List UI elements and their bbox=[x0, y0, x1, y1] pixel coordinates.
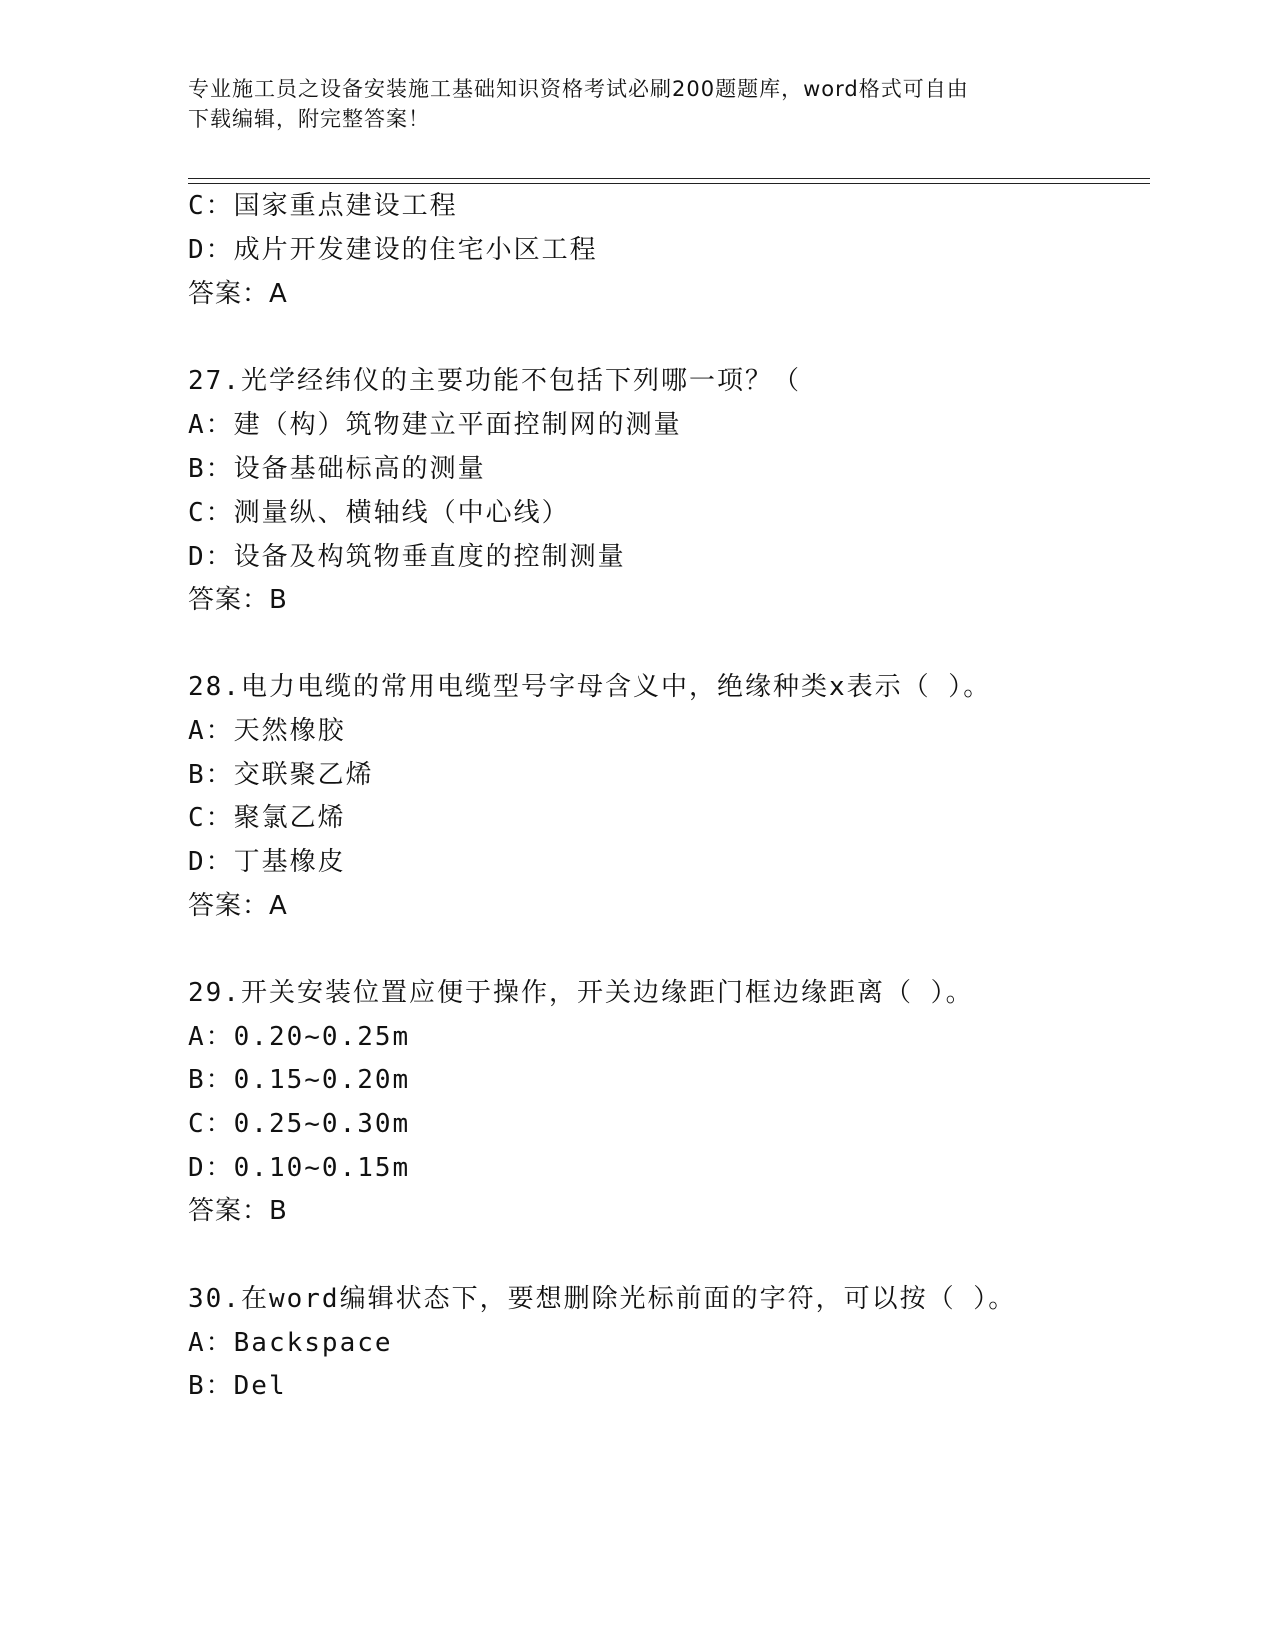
option-b-q27: B：设备基础标高的测量 bbox=[188, 454, 486, 484]
option-d-q27: D：设备及构筑物垂直度的控制测量 bbox=[188, 542, 626, 572]
option-d-q29: D：0.10~0.15m bbox=[188, 1153, 411, 1183]
header-title-line1: 专业施工员之设备安装施工基础知识资格考试必刷200题题库，word格式可自由 bbox=[188, 77, 969, 101]
question-30: 30.在word编辑状态下，要想删除光标前面的字符，可以按（ ）。 bbox=[188, 1284, 1017, 1314]
option-d-q28: D：丁基橡皮 bbox=[188, 847, 346, 877]
option-d-q26: D：成片开发建设的住宅小区工程 bbox=[188, 235, 598, 265]
option-a-q30: A：Backspace bbox=[188, 1328, 393, 1358]
question-28: 28.电力电缆的常用电缆型号字母含义中，绝缘种类x表示（ ）。 bbox=[188, 672, 992, 702]
option-a-q28: A：天然橡胶 bbox=[188, 716, 346, 746]
header-divider-bottom bbox=[188, 183, 1150, 184]
answer-q27: 答案：B bbox=[188, 585, 288, 615]
option-b-q28: B：交联聚乙烯 bbox=[188, 760, 374, 790]
header-title-line2: 下载编辑，附完整答案！ bbox=[188, 107, 430, 131]
answer-q29: 答案：B bbox=[188, 1196, 288, 1226]
question-27: 27.光学经纬仪的主要功能不包括下列哪一项？（ bbox=[188, 366, 801, 396]
answer-q28: 答案：A bbox=[188, 891, 288, 921]
option-c-q29: C：0.25~0.30m bbox=[188, 1109, 411, 1139]
option-a-q29: A：0.20~0.25m bbox=[188, 1022, 411, 1052]
option-c-q28: C：聚氯乙烯 bbox=[188, 803, 346, 833]
option-b-q30: B：Del bbox=[188, 1371, 287, 1401]
option-b-q29: B：0.15~0.20m bbox=[188, 1065, 411, 1095]
header-divider-top bbox=[188, 178, 1150, 179]
document-header bbox=[188, 74, 1088, 134]
option-c-q27: C：测量纵、横轴线（中心线） bbox=[188, 498, 570, 528]
option-c-q26: C：国家重点建设工程 bbox=[188, 191, 458, 221]
answer-q26: 答案：A bbox=[188, 279, 288, 309]
question-29: 29.开关安装位置应便于操作，开关边缘距门框边缘距离（ ）。 bbox=[188, 978, 974, 1008]
option-a-q27: A：建（构）筑物建立平面控制网的测量 bbox=[188, 410, 682, 440]
